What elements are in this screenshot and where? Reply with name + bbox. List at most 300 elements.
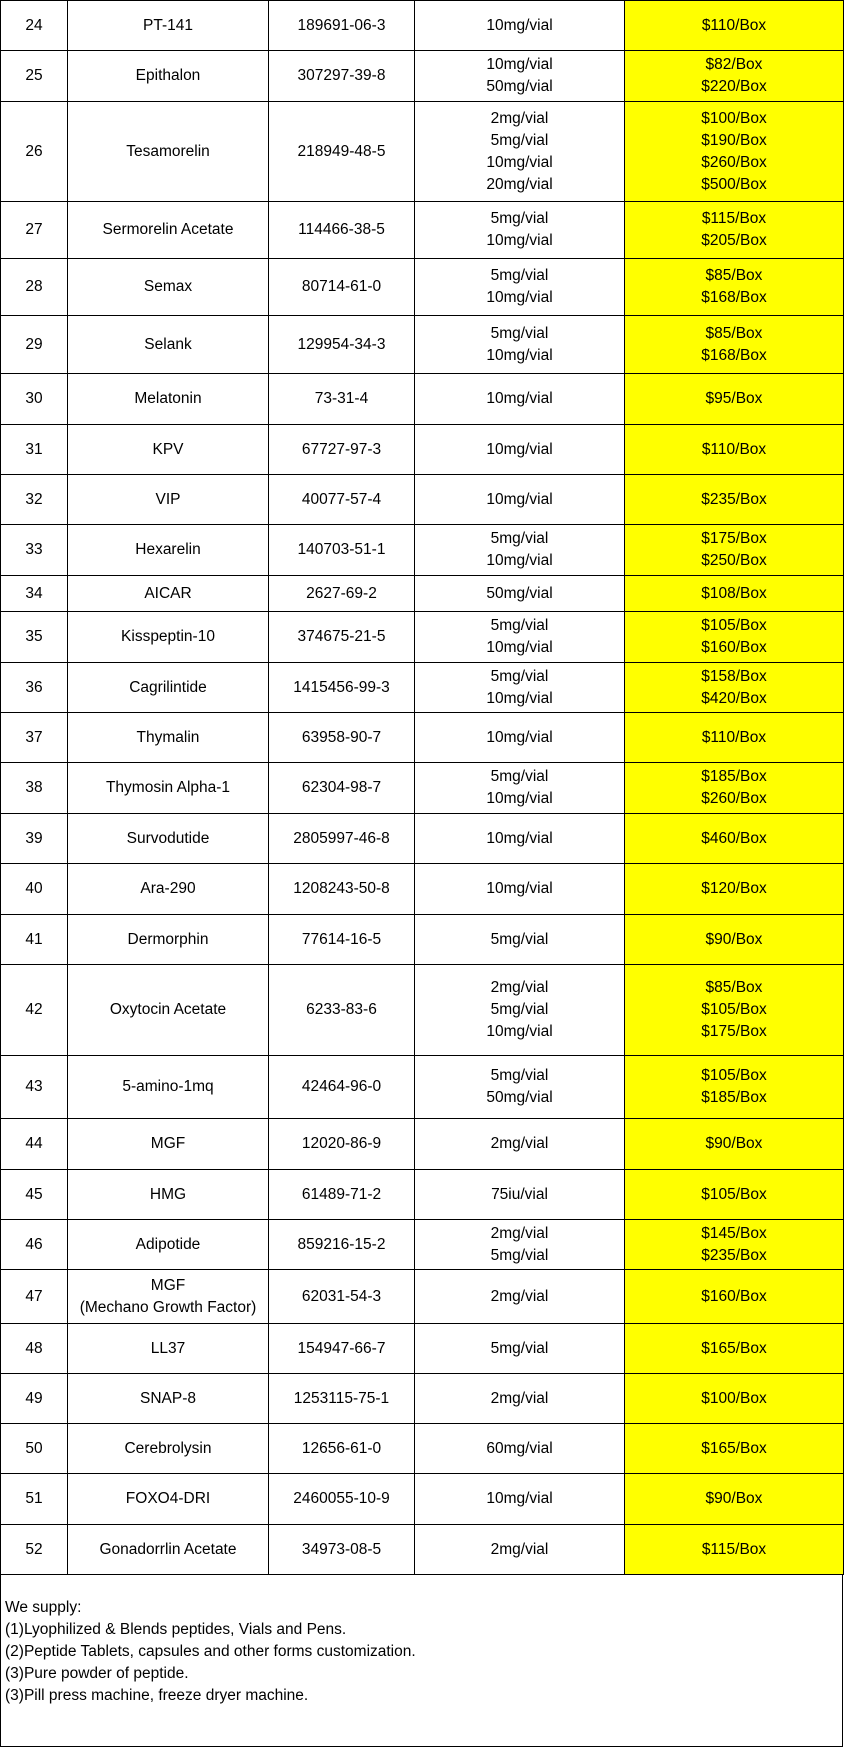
specification-line: 5mg/vial	[490, 768, 549, 785]
price-line: $110/Box	[701, 440, 767, 458]
product-name-line: Cagrilintide	[129, 678, 207, 696]
price-line: $235/Box	[701, 1246, 767, 1264]
cas-number	[269, 316, 415, 374]
row-number-line: 46	[25, 1235, 43, 1253]
cas-number	[269, 965, 415, 1056]
specification-line: 10mg/vial	[486, 346, 553, 364]
specification-line: 75iu/vial	[491, 1185, 548, 1203]
row-number-line: 34	[25, 584, 43, 602]
product-name-line: FOXO4-DRI	[125, 1490, 211, 1507]
price-line: $85/Box	[705, 324, 763, 342]
product-name	[68, 612, 269, 663]
specification-line: 10mg/vial	[486, 728, 553, 746]
row-number-line: 33	[25, 541, 43, 558]
specification-line: 2mg/vial	[490, 979, 549, 996]
price-line: $100/Box	[701, 109, 767, 127]
row-number-line: 26	[25, 142, 43, 160]
price-line: $500/Box	[701, 175, 767, 193]
product-name	[68, 1220, 269, 1270]
product-name-line: Adipotide	[135, 1235, 201, 1253]
price-line: $90/Box	[705, 930, 763, 948]
price	[625, 713, 844, 763]
cas-number-line: 218949-48-5	[297, 142, 386, 160]
price-line: $250/Box	[701, 552, 767, 569]
product-name-line: Tesamorelin	[126, 142, 210, 160]
cas-number	[269, 1170, 415, 1220]
specification-line: 5mg/vial	[490, 667, 549, 685]
specification-line: 50mg/vial	[486, 584, 553, 602]
product-name-line: VIP	[155, 490, 181, 508]
cas-number-line: 140703-51-1	[297, 541, 386, 558]
specification-line: 10mg/vial	[486, 440, 553, 458]
price	[625, 763, 844, 814]
table-row	[1, 965, 844, 1056]
specification-line: 5mg/vial	[490, 930, 549, 948]
specification	[415, 576, 625, 612]
product-name-line: Melatonin	[134, 390, 202, 407]
row-number-line: 41	[25, 930, 43, 948]
cas-number	[269, 763, 415, 814]
row-number-line: 27	[25, 221, 43, 238]
product-name	[68, 1424, 269, 1474]
cas-number-line: 2627-69-2	[306, 584, 377, 602]
cas-number-line: 12656-61-0	[301, 1439, 382, 1457]
specification	[415, 1324, 625, 1374]
price-line: $235/Box	[701, 490, 767, 508]
price	[625, 1119, 844, 1170]
price	[625, 1424, 844, 1474]
price-line: $115/Box	[701, 210, 767, 227]
price	[625, 316, 844, 374]
specification-line: 5mg/vial	[490, 324, 549, 342]
specification-line: 5mg/vial	[490, 1001, 549, 1018]
product-name-line: Cerebrolysin	[124, 1439, 212, 1457]
specification-line: 2mg/vial	[490, 1389, 549, 1407]
supply-note-line: We supply:	[5, 1599, 82, 1616]
cas-number-line: 2805997-46-8	[293, 829, 390, 847]
specification	[415, 102, 625, 202]
table-row	[1, 525, 844, 576]
specification-line: 10mg/vial	[486, 56, 553, 73]
specification-line: 2mg/vial	[490, 1224, 549, 1242]
cas-number-line: 42464-96-0	[301, 1078, 382, 1095]
price	[625, 1324, 844, 1374]
product-name-line: KPV	[152, 440, 184, 458]
cas-number-line: 374675-21-5	[297, 628, 386, 645]
specification-line: 5mg/vial	[490, 1246, 549, 1264]
specification	[415, 202, 625, 259]
specification-line: 10mg/vial	[486, 552, 553, 569]
cas-number	[269, 713, 415, 763]
price-line: $205/Box	[701, 232, 767, 249]
product-name	[68, 864, 269, 915]
cas-number-line: 859216-15-2	[297, 1235, 386, 1253]
price-line: $110/Box	[701, 728, 767, 746]
price-table-body	[1, 1, 844, 1575]
price-line: $165/Box	[701, 1439, 767, 1457]
price-line: $185/Box	[701, 1089, 767, 1106]
price	[625, 525, 844, 576]
cas-number	[269, 1424, 415, 1474]
cas-number	[269, 864, 415, 915]
product-name-line: MGF	[150, 1135, 186, 1152]
cas-number	[269, 1119, 415, 1170]
product-name	[68, 663, 269, 713]
cas-number	[269, 576, 415, 612]
product-name	[68, 1374, 269, 1424]
product-name	[68, 1170, 269, 1220]
row-number	[1, 1270, 68, 1324]
row-number	[1, 1119, 68, 1170]
row-number-line: 31	[25, 440, 43, 458]
specification	[415, 316, 625, 374]
product-name	[68, 763, 269, 814]
product-name	[68, 1119, 269, 1170]
row-number	[1, 1525, 68, 1575]
product-name-line: AICAR	[144, 584, 192, 602]
price	[625, 1374, 844, 1424]
price-line: $185/Box	[701, 768, 767, 785]
row-number-line: 36	[25, 678, 43, 696]
row-number-line: 35	[25, 628, 43, 645]
row-number	[1, 259, 68, 316]
cas-number	[269, 1324, 415, 1374]
row-number-line: 25	[25, 67, 43, 84]
row-number	[1, 1220, 68, 1270]
specification-line: 2mg/vial	[490, 109, 549, 127]
specification	[415, 425, 625, 475]
price-line: $168/Box	[701, 346, 767, 364]
product-name-line: Hexarelin	[135, 541, 201, 558]
product-name	[68, 1270, 269, 1324]
table-row	[1, 1374, 844, 1424]
specification-line: 50mg/vial	[486, 78, 553, 95]
product-name-line: HMG	[149, 1185, 187, 1203]
row-number-line: 47	[25, 1287, 43, 1305]
cas-number-line: 63958-90-7	[301, 728, 382, 746]
price-line: $115/Box	[701, 1540, 767, 1558]
specification	[415, 965, 625, 1056]
specification-line: 10mg/vial	[486, 16, 553, 34]
table-row	[1, 1119, 844, 1170]
price-line: $160/Box	[701, 639, 767, 656]
price-line: $145/Box	[701, 1224, 767, 1242]
price	[625, 1525, 844, 1575]
row-number	[1, 1374, 68, 1424]
price	[625, 102, 844, 202]
table-row	[1, 612, 844, 663]
price	[625, 1474, 844, 1525]
specification	[415, 663, 625, 713]
row-number-line: 50	[25, 1439, 43, 1457]
product-name	[68, 51, 269, 102]
price	[625, 1170, 844, 1220]
row-number	[1, 374, 68, 425]
product-name	[68, 576, 269, 612]
row-number-line: 29	[25, 335, 43, 353]
cas-number	[269, 475, 415, 525]
specification-line: 5mg/vial	[490, 267, 549, 284]
cas-number-line: 34973-08-5	[301, 1540, 382, 1558]
table-row	[1, 1324, 844, 1374]
specification-line: 2mg/vial	[490, 1135, 549, 1152]
cas-number	[269, 1, 415, 51]
price	[625, 814, 844, 864]
row-number	[1, 663, 68, 713]
specification	[415, 864, 625, 915]
price-line: $190/Box	[701, 131, 767, 149]
price-line: $90/Box	[705, 1490, 763, 1507]
price-line: $158/Box	[701, 667, 767, 685]
row-number-line: 51	[25, 1490, 43, 1507]
cas-number	[269, 1056, 415, 1119]
cas-number	[269, 915, 415, 965]
row-number-line: 38	[25, 779, 43, 796]
table-row	[1, 202, 844, 259]
price-line: $105/Box	[701, 617, 767, 634]
product-name	[68, 425, 269, 475]
row-number-line: 52	[25, 1540, 43, 1558]
product-name	[68, 475, 269, 525]
product-name-line: Semax	[143, 278, 193, 295]
price-line: $100/Box	[701, 1389, 767, 1407]
specification	[415, 763, 625, 814]
product-name	[68, 1474, 269, 1525]
product-name-line: PT-141	[143, 16, 193, 34]
row-number-line: 28	[25, 278, 43, 295]
table-row	[1, 576, 844, 612]
specification-line: 10mg/vial	[486, 829, 553, 847]
row-number	[1, 1, 68, 51]
specification	[415, 1374, 625, 1424]
row-number	[1, 864, 68, 915]
product-name-line: (Mechano Growth Factor)	[79, 1298, 257, 1316]
cas-number-line: 61489-71-2	[301, 1185, 382, 1203]
specification	[415, 1056, 625, 1119]
price	[625, 259, 844, 316]
cas-number	[269, 51, 415, 102]
row-number	[1, 102, 68, 202]
price-line: $460/Box	[701, 829, 767, 847]
specification	[415, 713, 625, 763]
cas-number-line: 154947-66-7	[297, 1339, 386, 1357]
row-number	[1, 316, 68, 374]
specification	[415, 1170, 625, 1220]
row-number	[1, 713, 68, 763]
table-row	[1, 374, 844, 425]
row-number-line: 30	[25, 390, 43, 407]
product-name	[68, 1525, 269, 1575]
specification	[415, 1525, 625, 1575]
table-row	[1, 713, 844, 763]
cas-number-line: 114466-38-5	[298, 221, 385, 238]
cas-number-line: 1253115-75-1	[293, 1389, 390, 1407]
row-number-line: 44	[25, 1135, 43, 1152]
price-line: $420/Box	[701, 689, 767, 707]
product-name-line: Thymalin	[136, 728, 200, 746]
cas-number-line: 129954-34-3	[297, 335, 386, 353]
row-number-line: 40	[25, 880, 43, 897]
price-line: $82/Box	[705, 56, 763, 73]
cas-number-line: 73-31-4	[314, 390, 369, 407]
row-number	[1, 814, 68, 864]
cas-number	[269, 102, 415, 202]
price	[625, 475, 844, 525]
price-line: $95/Box	[705, 390, 763, 407]
specification-line: 10mg/vial	[486, 153, 553, 171]
row-number	[1, 1056, 68, 1119]
price-line: $85/Box	[705, 979, 763, 996]
product-name-line: Oxytocin Acetate	[109, 1001, 227, 1018]
product-name	[68, 915, 269, 965]
specification	[415, 1119, 625, 1170]
row-number	[1, 1170, 68, 1220]
row-number-line: 24	[25, 16, 43, 34]
product-name-line: Survodutide	[126, 829, 210, 847]
cas-number	[269, 1270, 415, 1324]
price	[625, 965, 844, 1056]
product-name-line: SNAP-8	[140, 1389, 196, 1407]
specification-line: 20mg/vial	[486, 175, 553, 193]
price-line: $90/Box	[705, 1135, 763, 1152]
price	[625, 1220, 844, 1270]
cas-number	[269, 202, 415, 259]
product-name-line: LL37	[150, 1339, 186, 1357]
specification-line: 60mg/vial	[486, 1439, 553, 1457]
specification-line: 10mg/vial	[486, 880, 553, 897]
price-line: $105/Box	[701, 1067, 767, 1084]
specification	[415, 1270, 625, 1324]
specification-line: 5mg/vial	[490, 1339, 549, 1357]
row-number	[1, 612, 68, 663]
product-name	[68, 814, 269, 864]
table-row	[1, 763, 844, 814]
specification	[415, 814, 625, 864]
row-number	[1, 576, 68, 612]
table-row	[1, 1056, 844, 1119]
specification	[415, 1424, 625, 1474]
price	[625, 1, 844, 51]
product-name-line: 5-amino-1mq	[122, 1078, 214, 1095]
table-row	[1, 102, 844, 202]
price	[625, 425, 844, 475]
row-number	[1, 915, 68, 965]
row-number-line: 37	[25, 728, 43, 746]
row-number-line: 45	[25, 1185, 43, 1203]
price-line: $120/Box	[701, 880, 767, 897]
specification-line: 2mg/vial	[490, 1540, 549, 1558]
cas-number	[269, 259, 415, 316]
product-name	[68, 525, 269, 576]
cas-number	[269, 1525, 415, 1575]
product-name	[68, 374, 269, 425]
cas-number-line: 40077-57-4	[301, 490, 382, 508]
specification-line: 10mg/vial	[486, 689, 553, 707]
product-name	[68, 965, 269, 1056]
price	[625, 864, 844, 915]
cas-number-line: 307297-39-8	[297, 67, 386, 84]
price	[625, 202, 844, 259]
table-row	[1, 663, 844, 713]
product-name-line: Selank	[144, 335, 192, 353]
row-number-line: 42	[25, 1001, 43, 1018]
specification-line: 10mg/vial	[486, 232, 553, 249]
cas-number-line: 189691-06-3	[297, 16, 386, 34]
product-name-line: MGF	[150, 1276, 186, 1294]
row-number-line: 39	[25, 829, 43, 847]
specification	[415, 915, 625, 965]
specification-line: 50mg/vial	[486, 1089, 553, 1106]
price-line: $105/Box	[701, 1001, 767, 1018]
price	[625, 612, 844, 663]
row-number-line: 32	[25, 490, 43, 508]
price-line: $165/Box	[701, 1339, 767, 1357]
cas-number	[269, 612, 415, 663]
specification-line: 10mg/vial	[486, 390, 553, 407]
table-row	[1, 51, 844, 102]
price-line: $108/Box	[701, 584, 767, 602]
price	[625, 915, 844, 965]
row-number-line: 48	[25, 1339, 43, 1357]
row-number-line: 49	[25, 1389, 43, 1407]
product-name	[68, 102, 269, 202]
specification-line: 5mg/vial	[490, 617, 549, 634]
specification-line: 10mg/vial	[486, 289, 553, 306]
specification-line: 5mg/vial	[490, 210, 549, 227]
specification	[415, 612, 625, 663]
specification-line: 10mg/vial	[486, 490, 553, 508]
cas-number-line: 2460055-10-9	[293, 1490, 390, 1507]
table-row	[1, 1270, 844, 1324]
supply-note-line: (2)Peptide Tablets, capsules and other forms customization.	[5, 1643, 416, 1660]
specification-line: 10mg/vial	[486, 639, 553, 656]
price-line: $260/Box	[701, 790, 767, 807]
price-line: $175/Box	[701, 1023, 767, 1040]
price	[625, 576, 844, 612]
row-number-line: 43	[25, 1078, 43, 1095]
table-row	[1, 1220, 844, 1270]
price	[625, 374, 844, 425]
row-number	[1, 763, 68, 814]
row-number	[1, 1324, 68, 1374]
specification-line: 10mg/vial	[486, 790, 553, 807]
price-line: $160/Box	[701, 1287, 767, 1305]
specification	[415, 1, 625, 51]
specification-line: 2mg/vial	[490, 1287, 549, 1305]
row-number	[1, 475, 68, 525]
table-row	[1, 316, 844, 374]
table-row	[1, 814, 844, 864]
specification-line: 5mg/vial	[490, 530, 549, 547]
cas-number	[269, 425, 415, 475]
table-row	[1, 475, 844, 525]
table-row	[1, 1170, 844, 1220]
cas-number	[269, 814, 415, 864]
row-number	[1, 965, 68, 1056]
price	[625, 1056, 844, 1119]
cas-number-line: 62031-54-3	[301, 1287, 382, 1305]
table-row	[1, 259, 844, 316]
table-row	[1, 1, 844, 51]
product-name	[68, 316, 269, 374]
product-name	[68, 1324, 269, 1374]
cas-number	[269, 1220, 415, 1270]
table-row	[1, 425, 844, 475]
row-number	[1, 202, 68, 259]
cas-number-line: 6233-83-6	[306, 1001, 377, 1018]
price-line: $110/Box	[701, 16, 767, 34]
specification-line: 10mg/vial	[486, 1023, 553, 1040]
